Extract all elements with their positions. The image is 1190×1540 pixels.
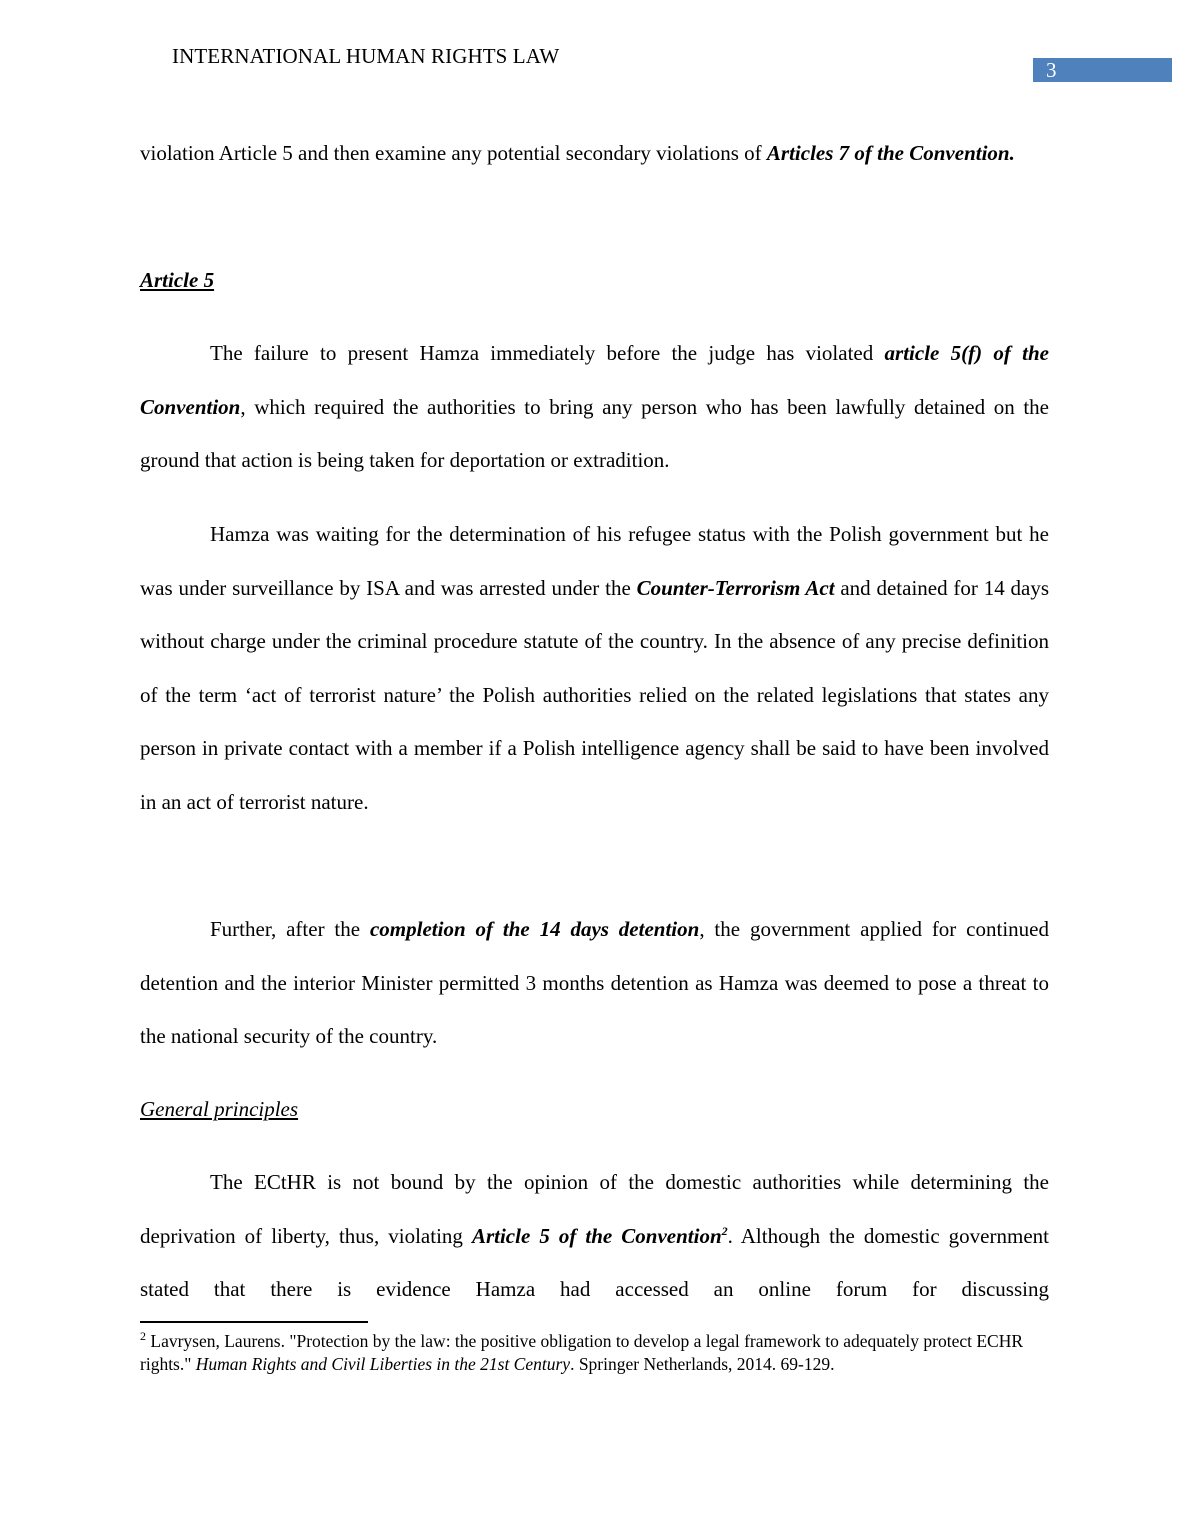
paragraph-4-text-b: . Although the domestic government stated that there is evidence Hamza had accessed an online forum for discussing — [140, 1223, 1049, 1302]
paragraph-4-text-a: The ECtHR is not bound by the opinion of the domestic authorities while determining the deprivation of liberty, thus, violating — [140, 1170, 1049, 1248]
paragraph-1-text-a: The failure to present Hamza immediately before the judge has violated — [210, 341, 885, 365]
running-head: INTERNATIONAL HUMAN RIGHTS LAW — [172, 44, 560, 68]
paragraph-2 — [140, 508, 1049, 830]
paragraph-2-emphasis: Counter-Terrorism Act — [636, 575, 835, 600]
continuation-emphasis: Articles 7 of the Convention. — [766, 141, 1015, 165]
footnote-text-b: . Springer Netherlands, 2014. 69-129. — [570, 1354, 835, 1374]
paragraph-1-emphasis: article 5(f) of the Convention — [140, 341, 1049, 419]
paragraph-3-text-a: Further, after the — [210, 917, 370, 941]
paragraph-3-text-b: , the government applied for continued detention and the interior Minister permitted 3 months detention as Hamza was deemed to pose a threat to the national security of the country. — [140, 917, 1049, 1049]
heading-article-5: Article 5 — [140, 268, 215, 292]
page-number-badge — [1033, 58, 1172, 82]
continuation-text: violation Article 5 and then examine any potential secondary violations of — [140, 141, 767, 165]
footnote-title: Human Rights and Civil Liberties in the 21st Century — [195, 1354, 571, 1374]
footnote-text-a: Lavrysen, Laurens. "Protection by the law: the positive obligation to develop a legal framework to adequately protect ECHR rights." — [140, 1331, 1024, 1374]
heading-general-principles: General principles — [140, 1097, 299, 1121]
paragraph-4-emphasis: Article 5 of the Convention — [471, 1223, 722, 1248]
continuation-paragraph — [140, 127, 1049, 181]
footnote-separator — [140, 1321, 368, 1323]
paragraph-2-text-a: Hamza was waiting for the determination of his refugee status with the Polish government but he was under surveillance by ISA and was arrested under the — [140, 522, 1049, 600]
paragraph-2-text-b: and detained for 14 days without charge under the criminal procedure statute of the country. In the absence of any precise definition of the term ‘act of terrorist nature’ the Polish authorities relied on the related legislations that states any person in private contact with a member if a Polish intelligence agency shall be said to have been involved in an act of terrorist nature. — [140, 575, 1050, 814]
paragraph-1-text-b: , which required the authorities to bring any person who has been lawfully detained on the ground that action is being taken for deportation or extradition. — [140, 394, 1049, 473]
footnote-reference[interactable]: 2 — [721, 1223, 728, 1238]
paragraph-1 — [140, 327, 1049, 488]
footnote-number: 2 — [140, 1329, 146, 1344]
paragraph-3 — [140, 903, 1049, 1064]
footnote — [140, 1330, 1049, 1376]
section-heading-general-principles — [140, 1083, 1049, 1137]
section-heading-article-5 — [140, 254, 1049, 308]
page-number: 3 — [1046, 58, 1057, 82]
paragraph-4 — [140, 1156, 1049, 1317]
paragraph-3-emphasis: completion of the 14 days detention — [369, 917, 700, 941]
